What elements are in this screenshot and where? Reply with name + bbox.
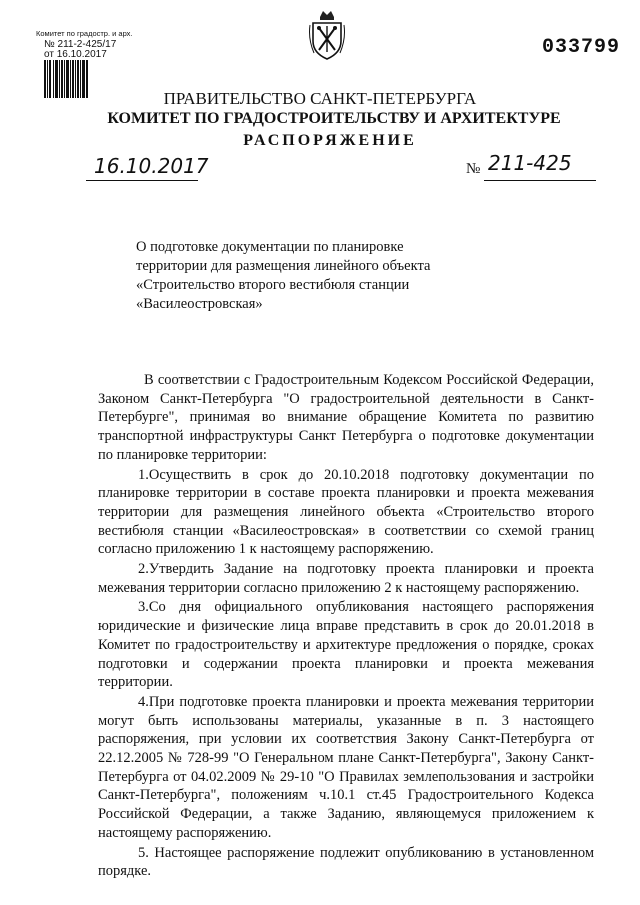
subject-line: «Строительство второго вестибюля станции [136,277,410,293]
government-title: ПРАВИТЕЛЬСТВО САНКТ-ПЕТЕРБУРГА [163,89,477,108]
stamp-number: № 211-2-425/17 [44,38,117,50]
form-serial-number: 033799 [542,36,621,59]
subject-line: «Василеостровская» [136,296,263,312]
order-number: 211-425 [488,151,572,175]
stamp-organization: Комитет по градостр. и арх. [36,29,133,38]
registration-stamp [36,30,136,60]
order-item-3: 3.Со дня официального опубликования настоящего распоряжения юридические и физические лица вправе представить в срок до 20.01.2018 в Комитет по градостроительству и архитектуре предложения о порядке, сроках подготовки и содержании проекта планировки и проекта межевания территории. [98,599,594,691]
subject-line: О подготовке документации по планировке [136,239,404,255]
document-body [98,371,594,881]
preamble-paragraph: В соответствии с Градостроительным Кодексом Российской Федерации, Законом Санкт-Петербурга "О градостроительной деятельности в Санкт-Петербурге", принимая во внимание обращение Комитета по развитию транспортной инфраструктуры Санкт Петербурга о подготовке документации по планировке территории: [98,372,594,463]
order-item-4: 4.При подготовке проекта планировки и проекта межевания территории могут быть использованы материалы, указанные в п. 3 настоящего распоряжения, при условии их соответствия Закону Санкт-Петербурга от 22.12.2005 № 728-99 "О Генеральном плане Санкт-Петербурга", Закону Санкт-Петербурга от 04.02.2009 № 29-10 "О Правилах землепользования и застройки Санкт-Петербурга", положениям ч.10.1 ст.45 Градостроительного Кодекса Российской Федерации, а также Заданию, являющемуся приложением к настоящему распоряжению. [98,693,594,841]
committee-title: КОМИТЕТ ПО ГРАДОСТРОИТЕЛЬСТВУ И АРХИТЕКТУРЕ [107,110,561,127]
order-item-5: 5. Настоящее распоряжение подлежит опубликованию в установленном порядке. [98,844,594,880]
coat-of-arms-icon [308,9,346,61]
number-underline [484,180,596,181]
stamp-date: от 16.10.2017 [44,48,107,60]
subject-line: территории для размещения линейного объекта [136,258,431,274]
order-item-1: 1.Осуществить в срок до 20.10.2018 подготовку документации по планировке территории в составе проекта планировки и проекта межевания территории для размещения линейного объекта «Строительство второго вестибюля станции «Василеостровская» в соответствии со схемой границ согласно приложению 1 к настоящему распоряжению. [98,466,594,558]
document-type: РАСПОРЯЖЕНИЕ [243,132,417,149]
date-underline [86,180,198,181]
order-date: 16.10.2017 [94,154,209,178]
order-number-label: № [466,161,481,177]
order-item-2: 2.Утвердить Задание на подготовку проекта планировки и проекта межевания территории согласно приложению 2 к настоящему распоряжению. [98,561,594,596]
document-subject [136,238,466,314]
